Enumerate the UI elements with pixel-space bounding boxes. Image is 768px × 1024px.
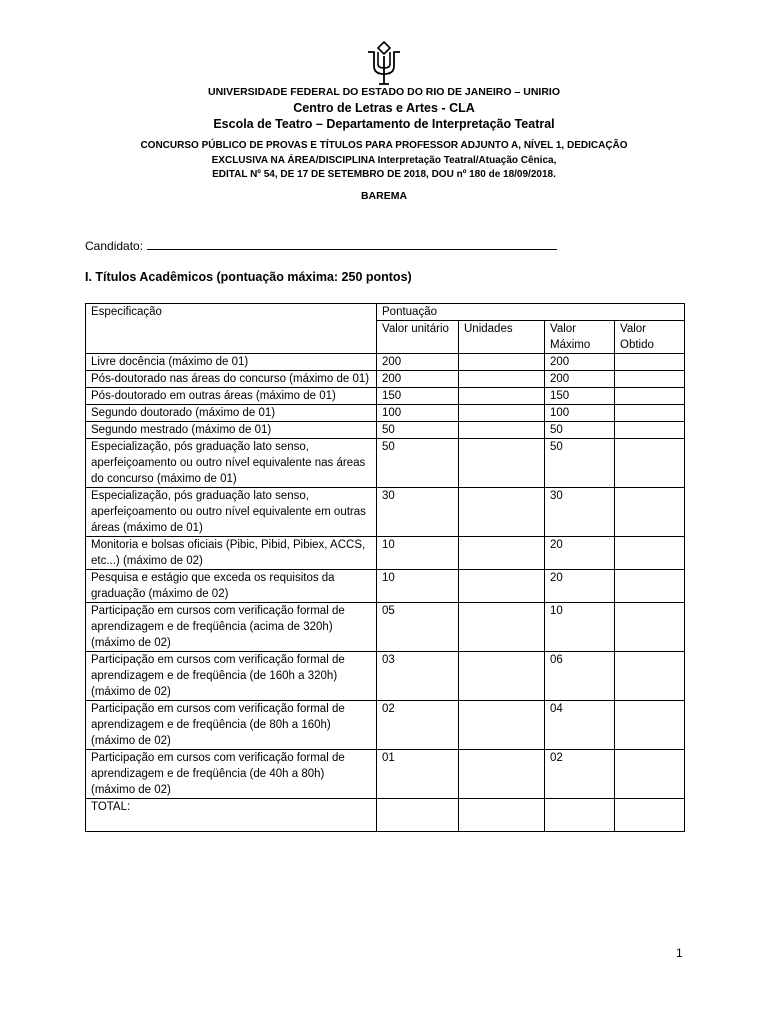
contest-line-1: CONCURSO PÚBLICO DE PROVAS E TÍTULOS PARA PROFESSOR ADJUNTO A, NÍVEL 1, DEDICAÇÃO (140, 140, 628, 151)
row-spec: Pós-doutorado nas áreas do concurso (máximo de 01) (86, 371, 377, 388)
row-valor-unitario: 10 (377, 537, 459, 570)
total-valor-unitario (377, 799, 459, 832)
row-spec: Especialização, pós graduação lato senso, aperfeiçoamento ou outro nível equivalente nas áreas do concurso (máximo de 01) (86, 439, 377, 488)
row-valor-unitario: 200 (377, 371, 459, 388)
row-valor-obtido (615, 388, 685, 405)
table-row (86, 354, 685, 371)
row-valor-unitario: 150 (377, 388, 459, 405)
row-valor-obtido (615, 570, 685, 603)
row-spec: Participação em cursos com verificação formal de aprendizagem e de freqüência (de 80h a 160h) (máximo de 02) (86, 701, 377, 750)
table-row (86, 422, 685, 439)
row-spec: Pós-doutorado em outras áreas (máximo de 01) (86, 388, 377, 405)
row-valor-maximo: 20 (545, 537, 615, 570)
row-spec: Monitoria e bolsas oficiais (Pibic, Pibid, Pibiex, ACCS, etc...) (máximo de 02) (86, 537, 377, 570)
candidate-label: Candidato: (85, 239, 144, 253)
section-title: I. Títulos Acadêmicos (pontuação máxima: 250 pontos) (85, 270, 412, 284)
table-row (86, 371, 685, 388)
row-valor-unitario: 01 (377, 750, 459, 799)
row-valor-maximo: 200 (545, 371, 615, 388)
unirio-logo (366, 40, 402, 86)
row-unidades (459, 354, 545, 371)
row-unidades (459, 750, 545, 799)
page-number: 1 (676, 946, 683, 960)
row-valor-maximo: 100 (545, 405, 615, 422)
row-unidades (459, 422, 545, 439)
row-spec: Livre docência (máximo de 01) (86, 354, 377, 371)
row-valor-unitario: 02 (377, 701, 459, 750)
row-valor-unitario: 200 (377, 354, 459, 371)
row-valor-maximo: 50 (545, 422, 615, 439)
row-spec: Participação em cursos com verificação formal de aprendizagem e de freqüência (acima de 320h) (máximo de 02) (86, 603, 377, 652)
row-valor-obtido (615, 439, 685, 488)
row-unidades (459, 439, 545, 488)
row-unidades (459, 652, 545, 701)
row-spec: Especialização, pós graduação lato senso, aperfeiçoamento ou outro nível equivalente em outras áreas (máximo de 01) (86, 488, 377, 537)
table-row (86, 652, 685, 701)
barema-body (86, 354, 685, 832)
row-valor-maximo: 50 (545, 439, 615, 488)
total-unidades (459, 799, 545, 832)
contest-line-3: EDITAL Nº 54, DE 17 DE SETEMBRO DE 2018, DOU nº 180 de 18/09/2018. (212, 169, 556, 180)
row-valor-maximo: 02 (545, 750, 615, 799)
total-valor-obtido (615, 799, 685, 832)
row-unidades (459, 371, 545, 388)
header-valor-unitario: Valor unitário (377, 321, 459, 354)
row-valor-obtido (615, 488, 685, 537)
total-row (86, 799, 685, 832)
row-valor-maximo: 150 (545, 388, 615, 405)
header-spec: Especificação (86, 304, 377, 354)
row-valor-obtido (615, 354, 685, 371)
row-valor-maximo: 04 (545, 701, 615, 750)
header-pontuacao: Pontuação (377, 304, 685, 321)
header-unidades: Unidades (459, 321, 545, 354)
table-row (86, 570, 685, 603)
candidate-field (85, 238, 557, 253)
total-valor-maximo (545, 799, 615, 832)
row-valor-obtido (615, 537, 685, 570)
table-row (86, 405, 685, 422)
row-valor-unitario: 10 (377, 570, 459, 603)
table-row (86, 603, 685, 652)
row-unidades (459, 570, 545, 603)
table-row (86, 701, 685, 750)
row-valor-maximo: 06 (545, 652, 615, 701)
row-valor-maximo: 20 (545, 570, 615, 603)
row-valor-unitario: 05 (377, 603, 459, 652)
row-valor-obtido (615, 603, 685, 652)
row-spec: Participação em cursos com verificação formal de aprendizagem e de freqüência (de 160h a 320h) (máximo de 02) (86, 652, 377, 701)
row-valor-obtido (615, 750, 685, 799)
candidate-blank-line (147, 238, 557, 250)
table-row (86, 439, 685, 488)
row-valor-unitario: 50 (377, 439, 459, 488)
row-valor-unitario: 100 (377, 405, 459, 422)
row-unidades (459, 603, 545, 652)
row-valor-obtido (615, 422, 685, 439)
row-valor-maximo: 30 (545, 488, 615, 537)
total-label: TOTAL: (86, 799, 377, 832)
school-name: Escola de Teatro – Departamento de Interpretação Teatral (213, 117, 555, 131)
document-title: BAREMA (360, 190, 408, 202)
row-spec: Pesquisa e estágio que exceda os requisitos da graduação (máximo de 02) (86, 570, 377, 603)
header-valor-obtido: Valor Obtido (615, 321, 685, 354)
row-unidades (459, 537, 545, 570)
row-valor-unitario: 03 (377, 652, 459, 701)
row-unidades (459, 388, 545, 405)
row-valor-maximo: 200 (545, 354, 615, 371)
table-row (86, 750, 685, 799)
row-unidades (459, 488, 545, 537)
row-valor-unitario: 50 (377, 422, 459, 439)
barema-table (85, 303, 685, 832)
table-row (86, 388, 685, 405)
row-unidades (459, 405, 545, 422)
table-row (86, 488, 685, 537)
row-spec: Segundo doutorado (máximo de 01) (86, 405, 377, 422)
row-valor-unitario: 30 (377, 488, 459, 537)
university-name: UNIVERSIDADE FEDERAL DO ESTADO DO RIO DE JANEIRO – UNIRIO (208, 86, 560, 98)
center-name: Centro de Letras e Artes - CLA (293, 101, 475, 115)
row-valor-obtido (615, 701, 685, 750)
row-valor-obtido (615, 405, 685, 422)
row-spec: Participação em cursos com verificação formal de aprendizagem e de freqüência (de 40h a 80h) (máximo de 02) (86, 750, 377, 799)
row-valor-obtido (615, 652, 685, 701)
row-spec: Segundo mestrado (máximo de 01) (86, 422, 377, 439)
table-row (86, 537, 685, 570)
header-valor-maximo: Valor Máximo (545, 321, 615, 354)
contest-line-2: EXCLUSIVA NA ÁREA/DISCIPLINA Interpretação Teatral/Atuação Cênica, (211, 155, 557, 166)
row-unidades (459, 701, 545, 750)
row-valor-obtido (615, 371, 685, 388)
row-valor-maximo: 10 (545, 603, 615, 652)
